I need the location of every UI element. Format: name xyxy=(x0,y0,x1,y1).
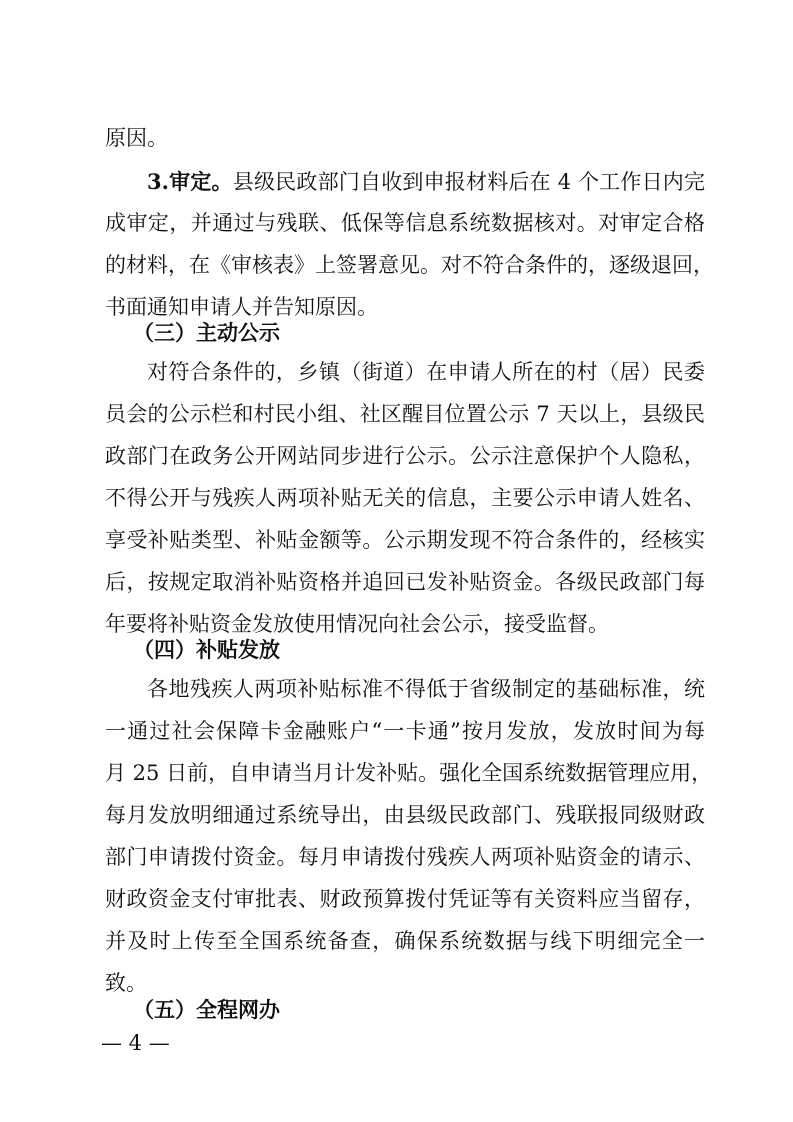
paragraph-line: 财政资金支付审批表、财政预算拨付凭证等有关资料应当留存， xyxy=(105,887,705,911)
paragraph-line: 员会的公示栏和村民小组、社区醒目位置公示 7 天以上，县级民 xyxy=(105,402,705,426)
paragraph-line: 对符合条件的，乡镇（街道）在申请人所在的村（居）民委 xyxy=(147,360,705,384)
section-heading: （三）主动公示 xyxy=(133,320,280,345)
paragraph-line: 的材料，在《审核表》上签署意见。对不符合条件的，逐级退回， xyxy=(105,253,714,277)
paragraph-line xyxy=(147,171,705,193)
paragraph-line: 月 25 日前，自申请当月计发补贴。强化全国系统数据管理应用， xyxy=(105,761,713,785)
paragraph-line: 享受补贴类型、补贴金额等。公示期发现不符合条件的，经核实 xyxy=(105,528,705,552)
paragraph-line: 成审定，并通过与残联、低保等信息系统数据核对。对审定合格 xyxy=(105,211,705,235)
paragraph-line: 书面通知申请人并告知原因。 xyxy=(105,295,378,319)
section-heading: （五）全程网办 xyxy=(133,997,280,1022)
section-heading: （四）补贴发放 xyxy=(133,637,280,662)
paragraph-text: 县级民政部门自收到申报材料后在 4 个工作日内完 xyxy=(232,170,705,194)
paragraph-line: 致。 xyxy=(105,971,147,995)
paragraph-line: 并及时上传至全国系统备查，确保系统数据与线下明细完全一 xyxy=(105,929,705,953)
paragraph-line: 部门申请拨付资金。每月申请拨付残疾人两项补贴资金的请示、 xyxy=(105,845,705,869)
paragraph-line: 后，按规定取消补贴资格并追回已发补贴资金。各级民政部门每 xyxy=(105,570,705,594)
paragraph-line: 原因。 xyxy=(105,126,168,150)
paragraph-line: 各地残疾人两项补贴标准不得低于省级制定的基础标准，统 xyxy=(147,677,705,701)
paragraph-line: 一通过社会保障卡金融账户“一卡通”按月发放，发放时间为每 xyxy=(105,719,705,743)
paragraph-line: 每月发放明细通过系统导出，由县级民政部门、残联报同级财政 xyxy=(105,803,705,827)
paragraph-line: 政部门在政务公开网站同步进行公示。公示注意保护个人隐私， xyxy=(105,444,705,468)
subsection-heading: 3.审定。 xyxy=(147,169,233,194)
paragraph-line: 年要将补贴资金发放使用情况向社会公示，接受监督。 xyxy=(105,612,609,636)
page-number: — 4 — xyxy=(101,1031,170,1055)
paragraph-line: 不得公开与残疾人两项补贴无关的信息，主要公示申请人姓名、 xyxy=(105,486,705,510)
